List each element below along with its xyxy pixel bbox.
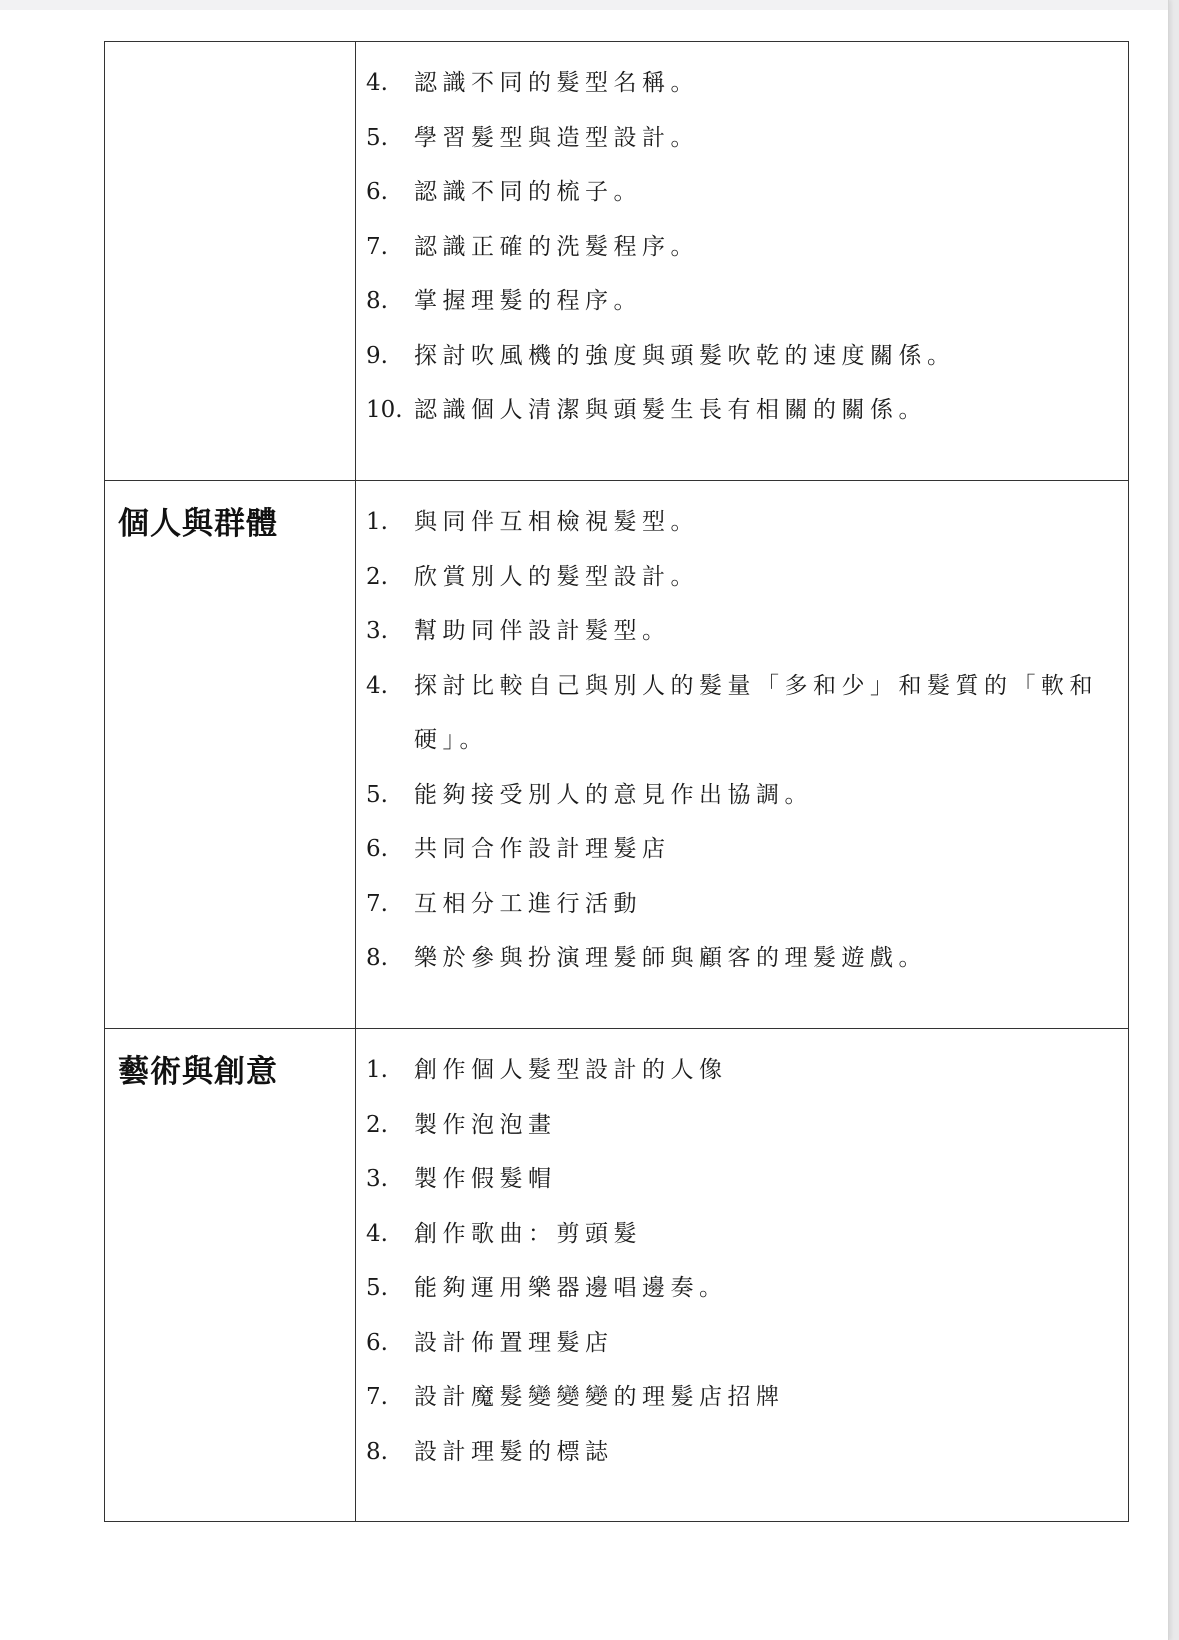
list-item: 1. 與同伴互相檢視髮型。 [366,509,699,535]
list-item: 10. 認識個人清潔與頭髮生長有相關的關係。 [366,397,927,423]
category-cell [105,1029,356,1522]
items-cell [356,1029,1129,1522]
item-list [356,42,1128,438]
list-item: 8. 設計理髮的標誌 [366,1438,614,1465]
category-label [105,42,355,59]
item-list [356,1029,1128,1479]
items-cell [356,42,1129,481]
table-row [105,1029,1129,1522]
list-item: 4. 創作歌曲：剪頭髮 [366,1220,642,1247]
list-item: 4. 認識不同的髮型名稱。 [366,70,699,96]
category-label: 個人與群體 [118,506,278,542]
category-label: 藝術與創意 [118,1054,278,1090]
list-item: 2. 欣賞別人的髮型設計。 [366,563,699,590]
list-item: 5. 能夠運用樂器邊唱邊奏。 [366,1275,728,1301]
category-cell [105,481,356,1029]
list-item: 5. 能夠接受別人的意見作出協調。 [366,781,813,808]
list-item: 7. 認識正確的洗髮程序。 [366,233,699,260]
list-item: 6. 設計佈置理髮店 [366,1329,614,1356]
table-row [105,42,1129,481]
list-item: 4. 探討比較自己與別人的髮量「多和少」和髮質的「軟和硬」。 [366,672,1098,753]
items-cell [356,481,1129,1029]
table-row [105,481,1129,1029]
list-item: 6. 共同合作設計理髮店 [366,836,671,862]
list-item: 8. 樂於參與扮演理髮師與顧客的理髮遊戲。 [366,945,927,971]
list-item: 3. 製作假髮帽 [366,1166,557,1192]
category-cell [105,42,356,481]
curriculum-table [104,41,1129,1522]
list-item: 8. 掌握理髮的程序。 [366,288,642,314]
item-list [356,481,1128,986]
list-item: 1. 創作個人髮型設計的人像 [366,1057,728,1083]
list-item: 2. 製作泡泡畫 [366,1111,557,1138]
list-item: 5. 學習髮型與造型設計。 [366,124,699,151]
list-item: 3. 幫助同伴設計髮型。 [366,618,671,644]
list-item: 6. 認識不同的梳子。 [366,179,642,205]
list-item: 7. 互相分工進行活動 [366,890,642,917]
list-item: 9. 探討吹風機的強度與頭髮吹乾的速度關係。 [366,342,956,369]
page-top-edge [0,0,1168,10]
list-item: 7. 設計魔髮變變變的理髮店招牌 [366,1384,785,1410]
